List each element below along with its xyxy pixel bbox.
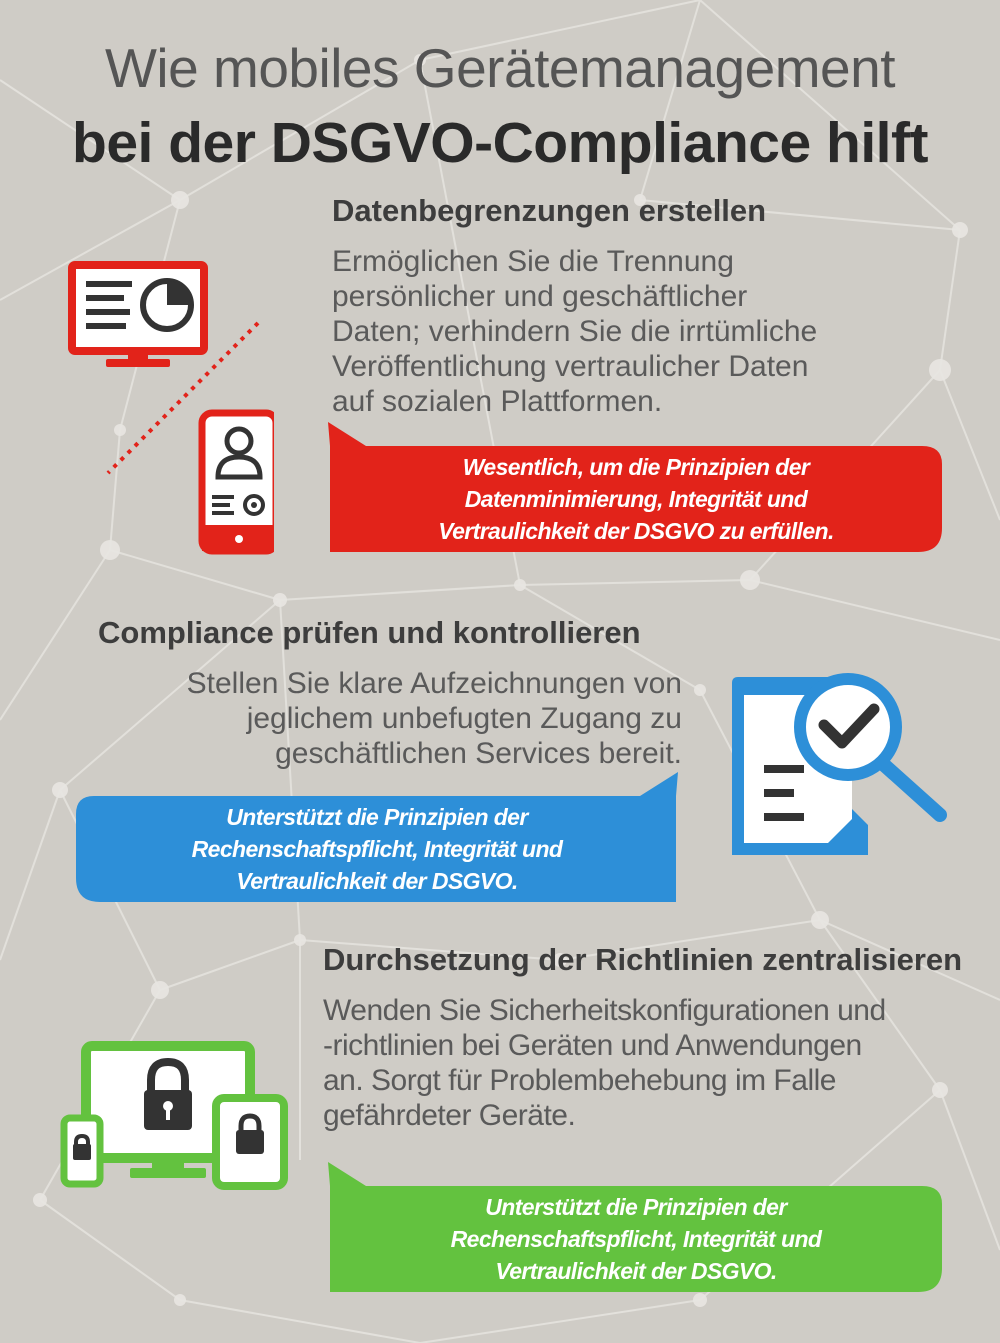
section-2-body-line: jeglichem unbefugten Zugang zu [246, 702, 682, 735]
phone-user-icon [202, 413, 274, 551]
tablet-lock-icon [216, 1098, 284, 1186]
section-1-body-line: auf sozialen Plattformen. [332, 385, 663, 418]
section-1-body-line: Ermöglichen Sie die Trennung [332, 245, 734, 278]
section-2-note [80, 796, 674, 902]
title-line-2: bei der DSGVO-Compliance hilft [72, 111, 928, 175]
section-3-body [323, 993, 886, 1133]
section-1-heading: Datenbegrenzungen erstellen [332, 193, 767, 228]
section-2-body [80, 666, 682, 771]
title-line-1: Wie mobiles Gerätemanagement [105, 37, 895, 99]
section-2-body-line: geschäftlichen Services bereit. [275, 737, 682, 770]
section-2-body-line: Stellen Sie klare Aufzeichnungen von [186, 667, 682, 700]
section-2-note-line: Unterstützt die Prinzipien der [226, 804, 528, 830]
section-1-note-line: Vertraulichkeit der DSGVO zu erfüllen. [438, 518, 834, 544]
section-1-body-line: persönlicher und geschäftlicher [332, 280, 748, 313]
monitor-and-phone-icon [64, 255, 274, 560]
section-3-note [336, 1186, 936, 1292]
section-3-note-line: Unterstützt die Prinzipien der [485, 1194, 787, 1220]
section-3-body-line: Wenden Sie Sicherheitskonfigurationen und [323, 994, 886, 1027]
section-3-body-line: -richtlinien bei Geräten und Anwendungen [323, 1029, 862, 1062]
section-1-note [336, 446, 936, 552]
section-3-body-line: an. Sorgt für Problembehebung im Falle [323, 1064, 836, 1097]
section-2-note-line: Rechenschaftspflicht, Integrität und [191, 836, 563, 862]
locked-devices-icon [60, 1040, 290, 1190]
monitor-chart-icon [72, 265, 204, 367]
section-3-body-line: gefährdeter Geräte. [323, 1099, 576, 1132]
section-1-body [332, 244, 817, 419]
section-3-note-line: Rechenschaftspflicht, Integrität und [450, 1226, 822, 1252]
document-magnifier-check-icon [730, 665, 955, 865]
phone-lock-icon [64, 1118, 100, 1184]
section-3-heading: Durchsetzung der Richtlinien zentralisieren [323, 942, 963, 977]
section-1-note-line: Datenminimierung, Integrität und [464, 486, 808, 512]
section-1-body-line: Daten; verhindern Sie die irrtümliche [332, 315, 818, 348]
section-3-note-line: Vertraulichkeit der DSGVO. [495, 1258, 777, 1284]
section-1-note-line: Wesentlich, um die Prinzipien der [462, 454, 810, 480]
section-1-body-line: Veröffentlichung vertraulicher Daten [332, 350, 809, 383]
section-2-heading: Compliance prüfen und kontrollieren [98, 615, 641, 650]
section-2-note-line: Vertraulichkeit der DSGVO. [236, 868, 518, 894]
